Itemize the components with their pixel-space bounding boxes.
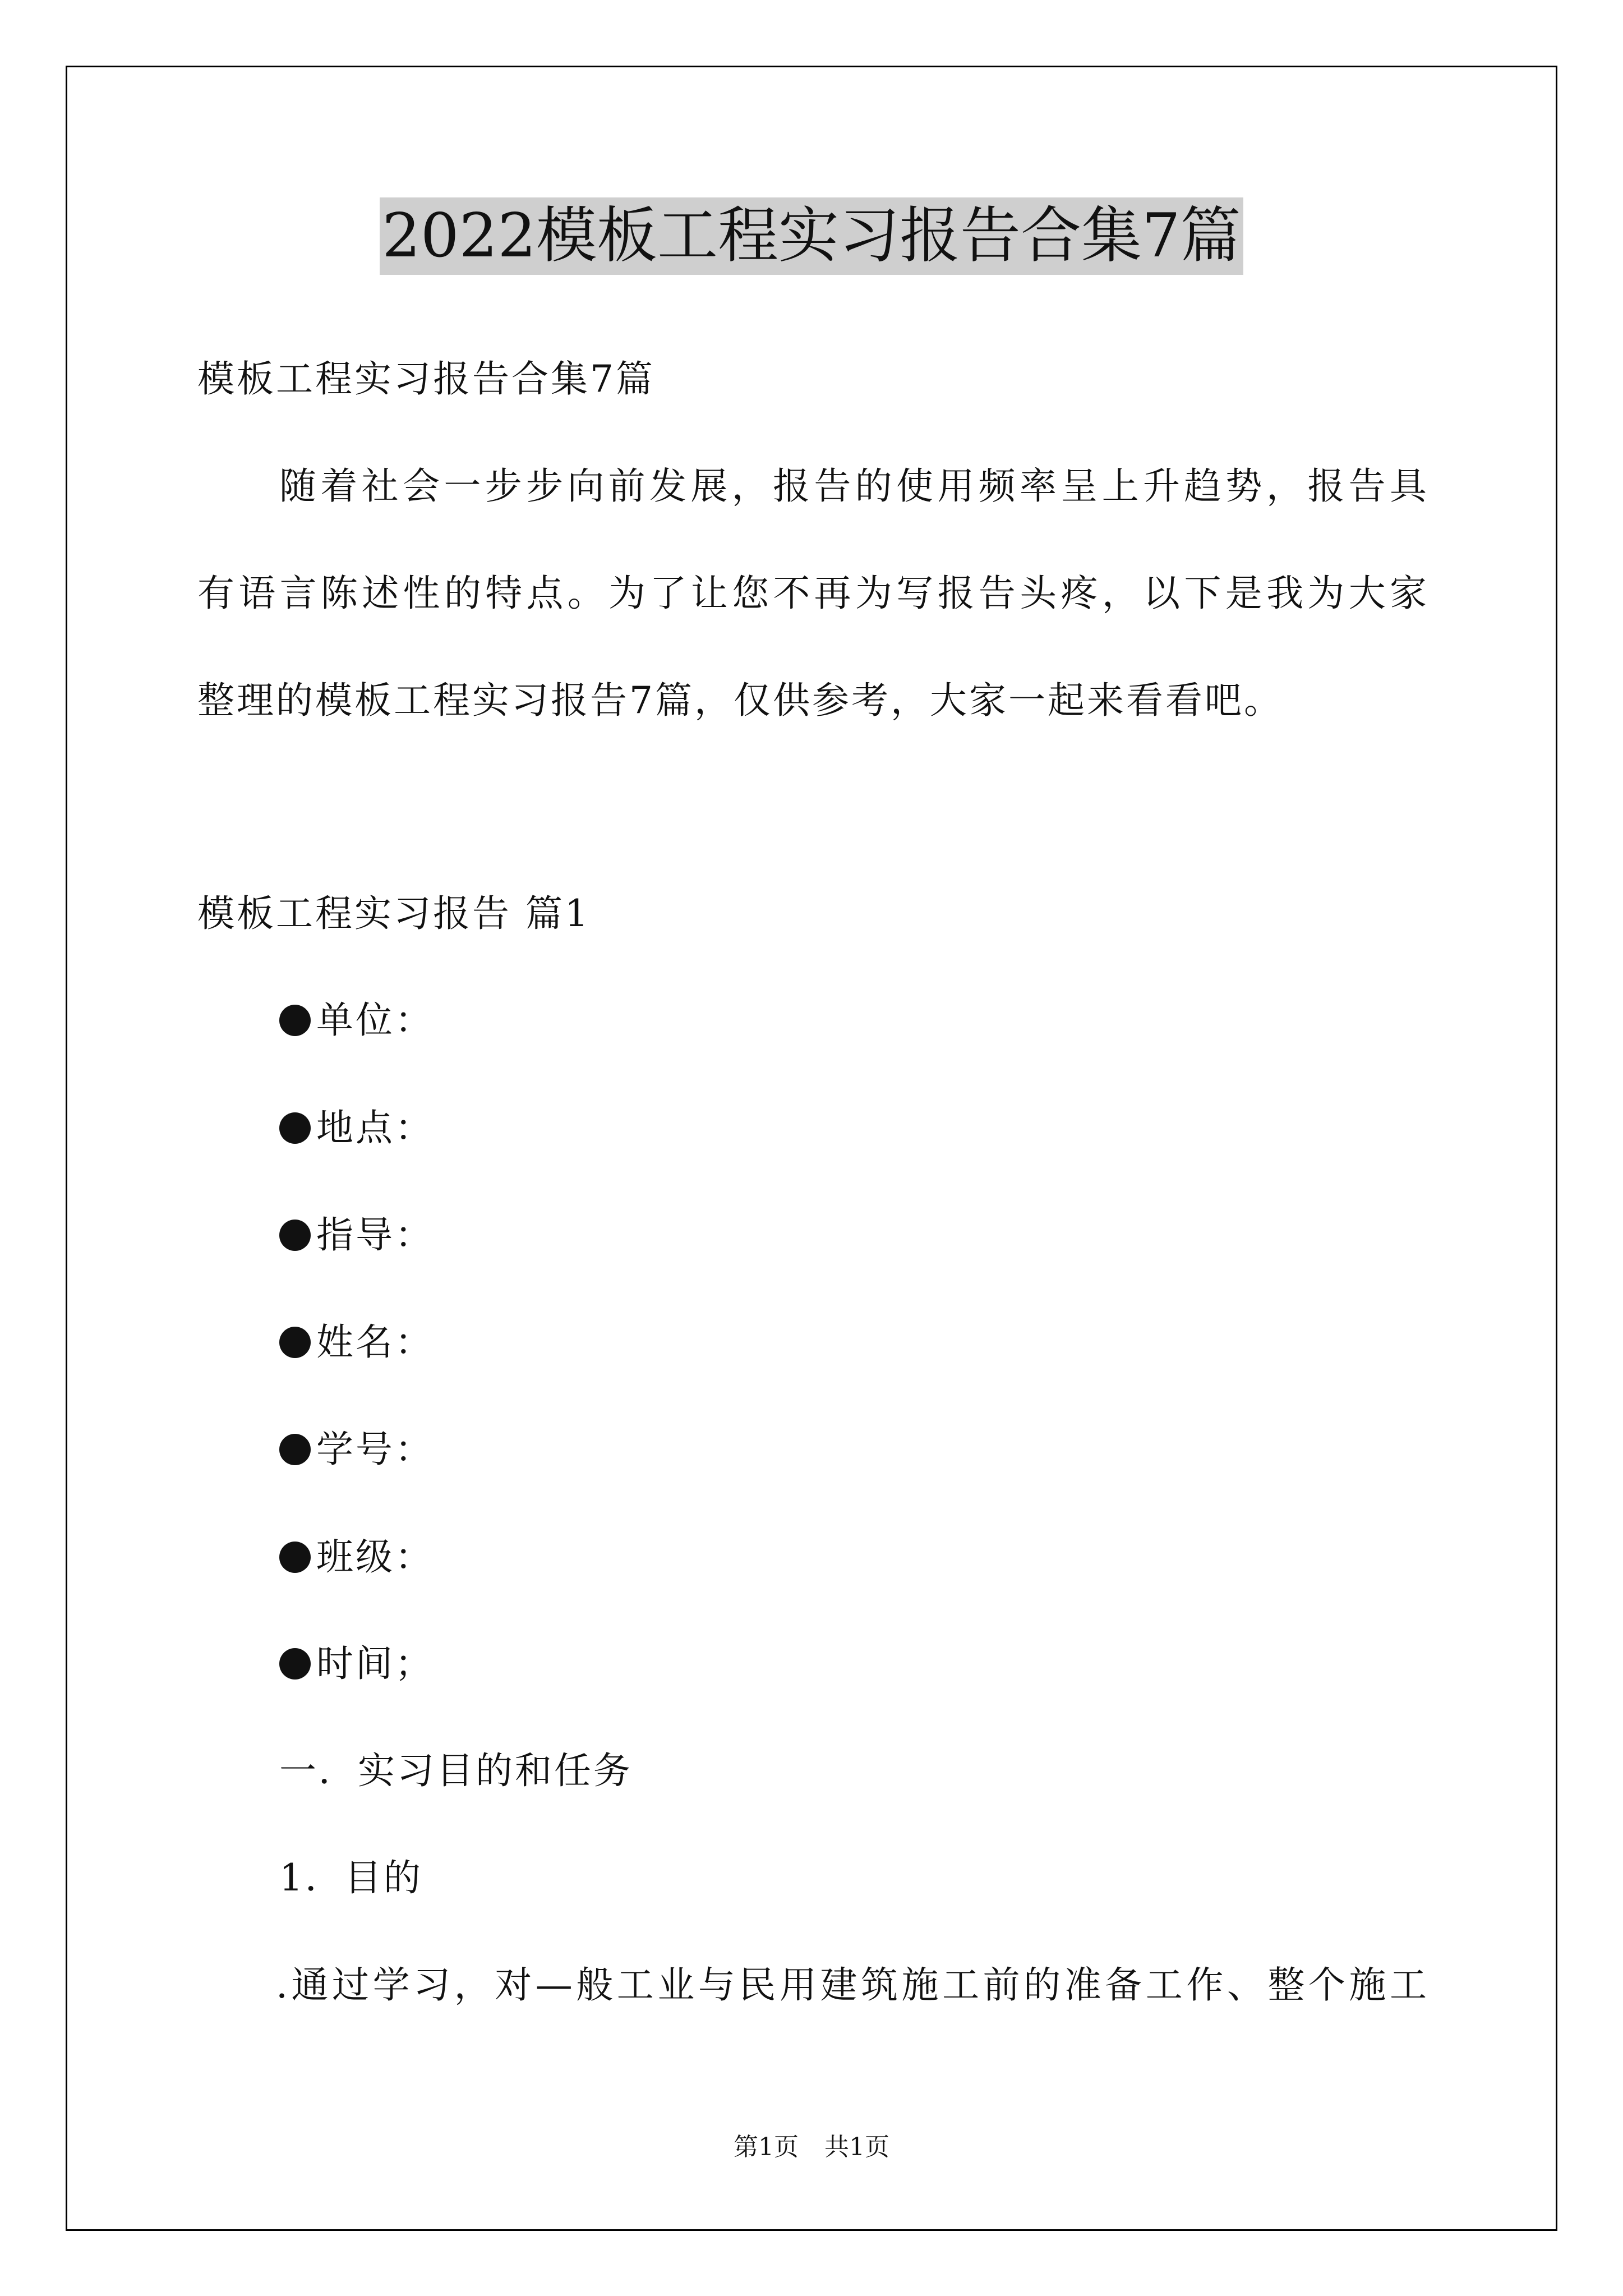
title-container xyxy=(0,197,1623,275)
heading-1-1: 1．目的 xyxy=(279,1856,423,1899)
document-title: 2022模板工程实习报告合集7篇 xyxy=(380,197,1243,275)
field-label: 单位： xyxy=(316,999,434,1042)
intro-line-3: 整理的模板工程实习报告7篇，仅供参考，大家一起来看看吧。 xyxy=(197,679,1283,722)
bullet-icon xyxy=(279,1434,311,1465)
heading-1: 一．实习目的和任务 xyxy=(279,1749,633,1792)
field-location xyxy=(279,1103,434,1153)
field-label: 学号： xyxy=(316,1428,434,1471)
field-advisor xyxy=(279,1210,434,1260)
bullet-icon xyxy=(279,1327,311,1358)
bullet-icon xyxy=(279,1648,311,1680)
field-label: 时间； xyxy=(316,1642,434,1685)
field-label: 指导： xyxy=(316,1213,434,1257)
bullet-icon xyxy=(279,1112,311,1144)
document-subtitle: 模板工程实习报告合集7篇 xyxy=(197,357,655,401)
field-label: 地点： xyxy=(316,1106,434,1149)
field-student-id xyxy=(279,1424,434,1475)
field-label: 姓名： xyxy=(316,1320,434,1364)
intro-line-1: 随着社会一步步向前发展，报告的使用频率呈上升趋势，报告具 xyxy=(279,464,1427,508)
field-class xyxy=(279,1532,434,1582)
section-heading: 模板工程实习报告 篇1 xyxy=(197,892,591,935)
field-unit xyxy=(279,995,434,1046)
field-time xyxy=(279,1639,434,1689)
page-total: 共1页 xyxy=(824,2133,889,2161)
bullet-icon xyxy=(279,1005,311,1036)
bullet-icon xyxy=(279,1220,311,1251)
field-label: 班级： xyxy=(316,1535,434,1579)
intro-line-2: 有语言陈述性的特点。为了让您不再为写报告头疼，以下是我为大家 xyxy=(197,572,1427,615)
field-name xyxy=(279,1317,434,1368)
body-line: .通过学习，对—般工业与民用建筑施工前的准备工作、整个施工 xyxy=(276,1963,1427,2007)
page-number: 第1页 xyxy=(734,2133,799,2161)
page-footer xyxy=(0,2131,1623,2164)
bullet-icon xyxy=(279,1542,311,1573)
